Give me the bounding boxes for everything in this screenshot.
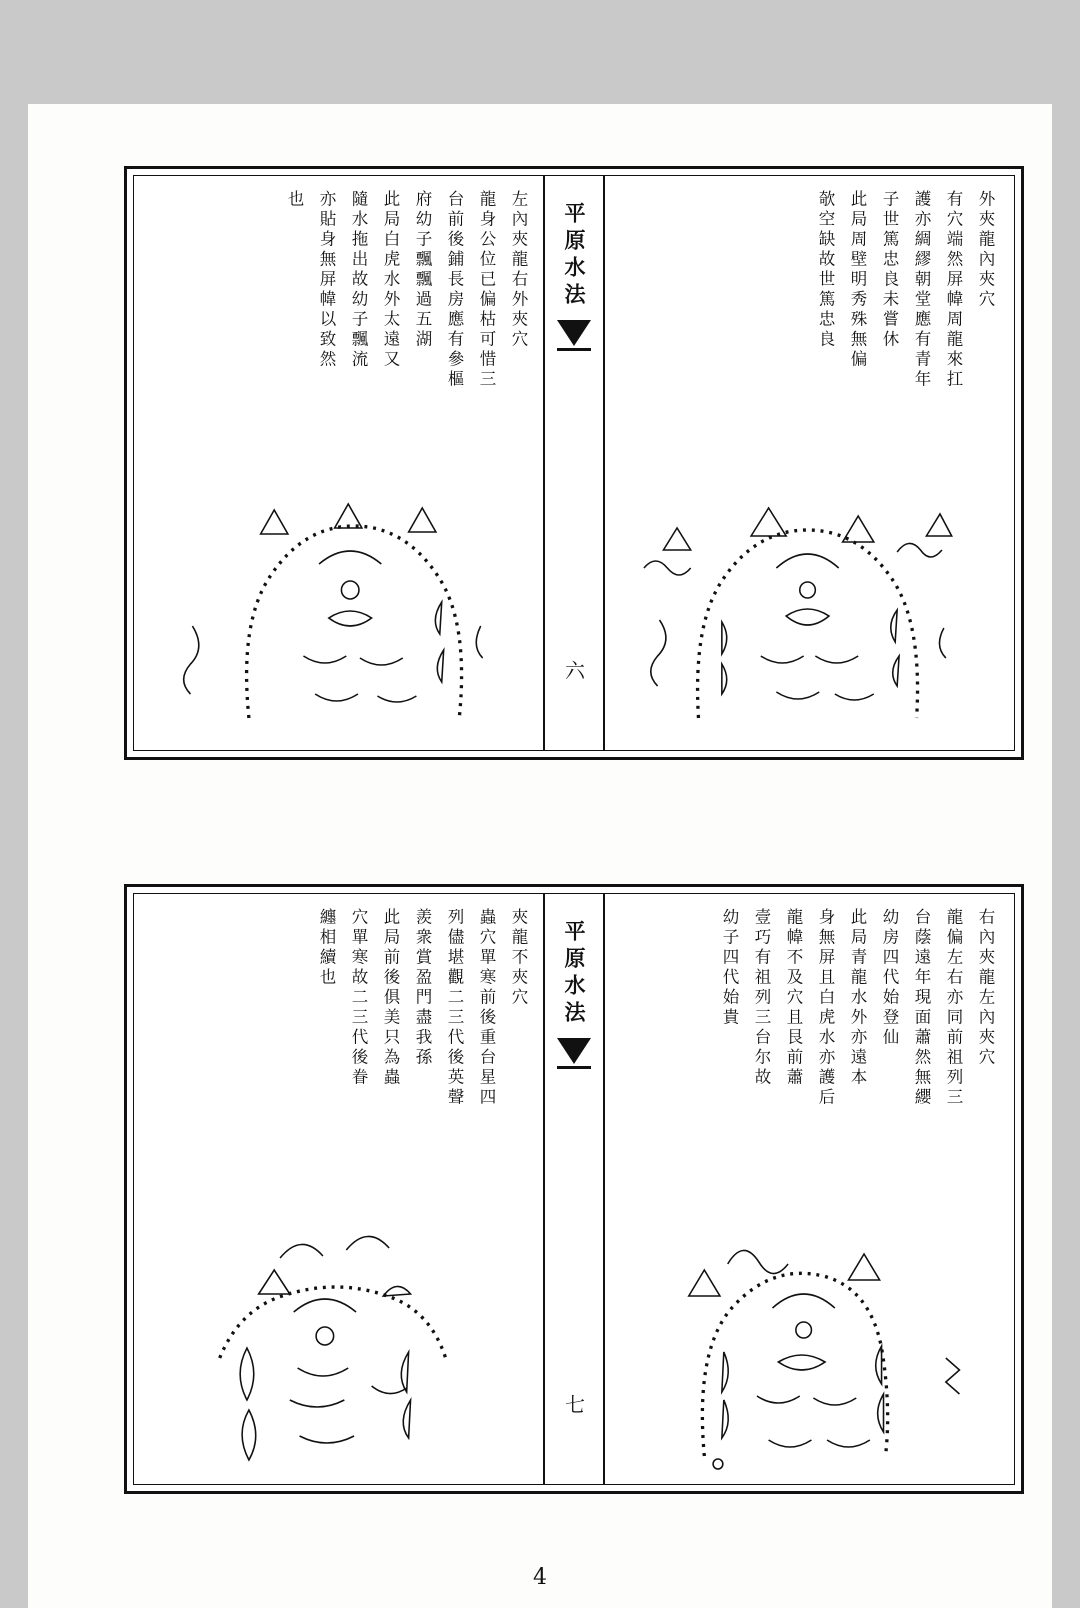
text-column: 亦貼身無屏幃以致然 [317, 190, 336, 370]
fishtail-icon [557, 1038, 591, 1064]
page-seven-left-diagram [134, 1184, 543, 1484]
page-six-right-text [808, 190, 1000, 390]
page-six-spine [543, 176, 605, 750]
text-column: 幼子四代始貴 [720, 908, 739, 1028]
page-seven-right-diagram [605, 1184, 1014, 1484]
section-heading: 外夾龍內夾穴 [976, 190, 995, 310]
top-margin [0, 0, 1080, 104]
text-column: 幼房四代始登仙 [880, 908, 899, 1048]
book-page-six [124, 166, 1024, 760]
section-heading: 左內夾龍右外夾穴 [509, 190, 528, 350]
page-six-left-diagram [134, 450, 543, 750]
folio-number: 七 [561, 1394, 586, 1414]
fishtail-rule [557, 348, 591, 351]
text-column: 有穴端然屏幃周龍來扛 [944, 190, 963, 390]
text-column: 欹空缺故世篤忠良 [816, 190, 835, 350]
text-column: 此局周壁明秀殊無偏 [848, 190, 867, 370]
text-column: 羨衆賞盈門盡我孫 [413, 908, 432, 1068]
text-column: 列儘堪觀二三代後英聲 [445, 908, 464, 1108]
page-seven-left-half [134, 894, 543, 1484]
text-column: 台前後鋪長房應有參樞 [445, 190, 464, 390]
text-column: 纏相續也 [317, 908, 336, 988]
page-six-right-diagram [605, 450, 1014, 750]
text-column: 此局前後俱美只為蟲 [381, 908, 400, 1088]
fishtail-icon [557, 320, 591, 346]
section-heading: 右內夾龍左內夾穴 [976, 908, 995, 1068]
text-column: 此局白虎水外太遠又 [381, 190, 400, 370]
page-number: 4 [533, 1565, 547, 1590]
text-column: 龍幃不及穴且艮前蕭 [784, 908, 803, 1088]
page-seven-right-text [712, 908, 1000, 1108]
scanned-sheet [28, 104, 1052, 1608]
section-heading: 夾龍不夾穴 [509, 908, 528, 1008]
text-column: 穴單寒故二三代後眷 [349, 908, 368, 1088]
fishtail-rule [557, 1066, 591, 1069]
text-column: 子世篤忠良未嘗休 [880, 190, 899, 350]
text-column: 龍偏左右亦同前祖列三 [944, 908, 963, 1108]
page-seven-spine [543, 894, 605, 1484]
text-column: 護亦綢繆朝堂應有青年 [912, 190, 931, 390]
page-seven-left-text [309, 908, 533, 1108]
text-column: 此局青龍水外亦遠本 [848, 908, 867, 1088]
book-page-seven [124, 884, 1024, 1494]
text-column: 蟲穴單寒前後重台星四 [477, 908, 496, 1108]
page-seven-right-half [605, 894, 1014, 1484]
text-column: 也 [285, 190, 304, 210]
page-six-left-half [134, 176, 543, 750]
page-six-right-half [605, 176, 1014, 750]
spine-title: 平原水法 [562, 202, 587, 310]
text-column: 隨水拖出故幼子飄流 [349, 190, 368, 370]
folio-number: 六 [561, 660, 586, 680]
text-column: 壹巧有祖列三台尔故 [752, 908, 771, 1088]
spine-title: 平原水法 [562, 920, 587, 1028]
text-column: 府幼子飄飄過五湖 [413, 190, 432, 350]
text-column: 身無屏且白虎水亦護后 [816, 908, 835, 1108]
text-column: 台蔭遠年現面蕭然無纓 [912, 908, 931, 1108]
page-six-left-text [277, 190, 533, 390]
text-column: 龍身公位已偏枯可惜三 [477, 190, 496, 390]
